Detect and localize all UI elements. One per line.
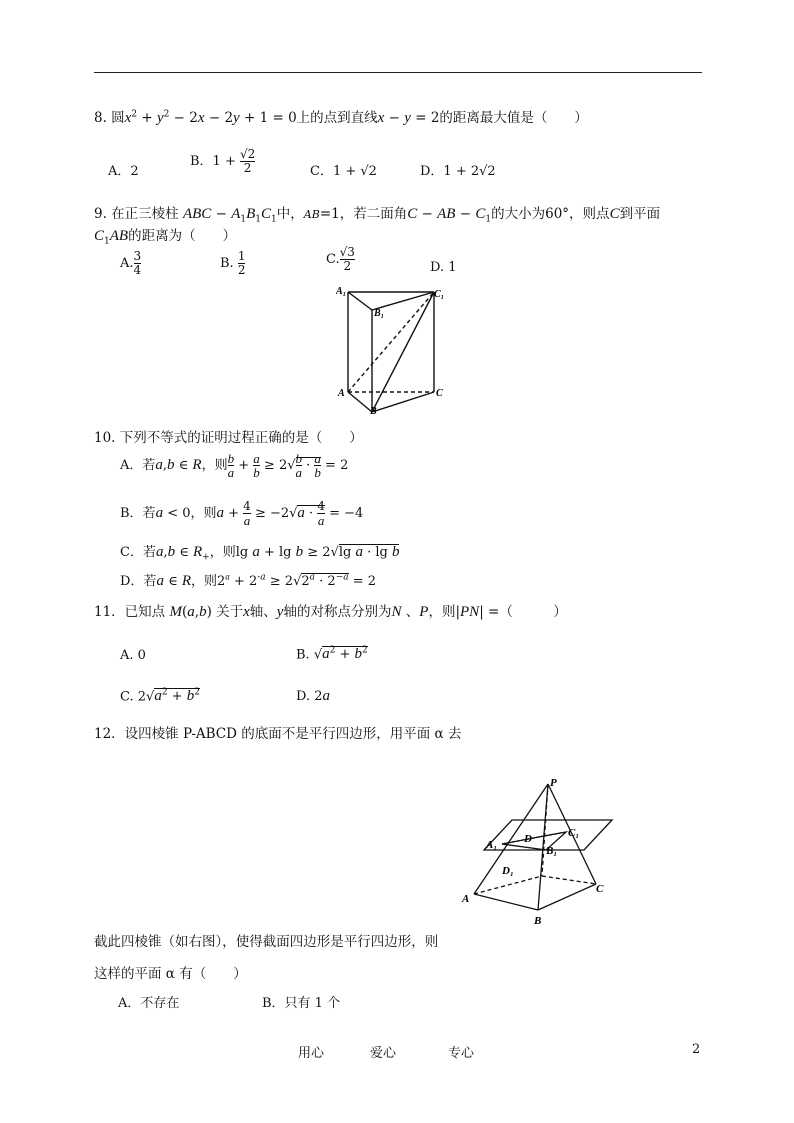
- q10-option-b: B．若a < 0，则a + $\frac{4}{a}$ ≥ −2√a · $\frac{4}{a}$ = −4: [120, 499, 364, 528]
- q11-option-a: A. 0: [120, 648, 146, 663]
- label-a: A: [338, 388, 345, 399]
- q11-option-d: D. 2a: [296, 688, 330, 704]
- q8-option-c: C．1 + √2: [310, 164, 377, 179]
- label-c: C: [596, 883, 604, 895]
- question-12-line2: 截此四棱锥（如右图），使得截面四边形是平行四边形，则: [94, 934, 439, 950]
- q9-option-a: A. $\frac{3}{4}$: [120, 249, 142, 277]
- question-9-line1: 9. 在正三棱柱 ABC − $A_1B_1C_1$中，AB=1，若二面角C − AB − $C_1$的大小为60°，则点C到平面: [94, 206, 661, 225]
- q12-option-b: B．只有 1 个: [262, 996, 341, 1011]
- q10-option-a: A．若a,b ∈ R，则 $\frac{b}{a}$ + $\frac{a}{b}$ ≥ 2√ $\frac{b}{a}$ · $\frac{a}{b}$ = 2: [120, 451, 349, 480]
- q11-option-b: B. $√a^2 + b^2$: [296, 646, 368, 663]
- footer-item-1: 用心: [298, 1046, 325, 1061]
- label-a1: A₁: [336, 286, 347, 297]
- footer-item-2: 爱心: [370, 1046, 397, 1061]
- q8-option-a: A．2: [108, 164, 139, 179]
- question-10: 10. 下列不等式的证明过程正确的是（ ）: [94, 430, 363, 446]
- page-number: 2: [692, 1042, 701, 1057]
- q9-option-d: D. 1: [430, 260, 457, 275]
- label-c1: C₁: [434, 289, 445, 300]
- q11-option-c: C. $2√a^2 + b^2$: [120, 688, 200, 705]
- q10-option-d: D．若a ∈ R，则$2^a + 2^{-a} \ge 2√2^a \cdot 2^{-a} = 2$: [120, 571, 377, 589]
- q12-option-a: A．不存在: [118, 996, 180, 1011]
- label-a: A: [462, 893, 470, 905]
- label-d1: D₁: [502, 865, 514, 877]
- label-b1: B₁: [374, 308, 385, 319]
- question-9-line2: $C_1AB$的距离为（ ）: [94, 228, 237, 247]
- label-c1: C₁: [568, 827, 580, 839]
- pyramid-figure: [456, 772, 616, 928]
- q8-option-b: B．1 + $\frac{√2}{2}$: [190, 147, 256, 175]
- label-a1: A₁: [486, 839, 498, 851]
- question-8: 8. 圆$x^2 + y^2 - 2x - 2y + 1 = 0$上的点到直线x − y = 2的距离最大值是（ ）: [94, 109, 588, 126]
- label-b1: B₁: [546, 845, 558, 857]
- prism-figure: [336, 284, 456, 414]
- label-c: C: [436, 388, 443, 399]
- question-11: 11．已知点 M(a,b) 关于x轴、y轴的对称点分别为N 、P，则|PN| =（ ）: [94, 604, 567, 620]
- q9-option-c: C. $\frac{√3}{2}$: [326, 245, 355, 273]
- question-12-line1: 12．设四棱锥 P-ABCD 的底面不是平行四边形，用平面 α 去: [94, 726, 462, 742]
- q9-option-b: B. $\frac{1}{2}$: [220, 249, 246, 277]
- footer-item-3: 专心: [448, 1046, 475, 1061]
- label-b: B: [370, 406, 377, 414]
- label-b: B: [534, 915, 542, 927]
- question-12-line3: 这样的平面 α 有（ ）: [94, 966, 247, 982]
- q8-option-d: D．1 + 2√2: [420, 164, 496, 179]
- label-p: P: [550, 777, 557, 789]
- header-rule: [94, 72, 702, 73]
- label-d: D: [524, 833, 532, 845]
- q10-option-c: C．若a,b ∈ $R_+$，则lg a + lg b ≥ 2√lg a · lg b: [120, 544, 400, 563]
